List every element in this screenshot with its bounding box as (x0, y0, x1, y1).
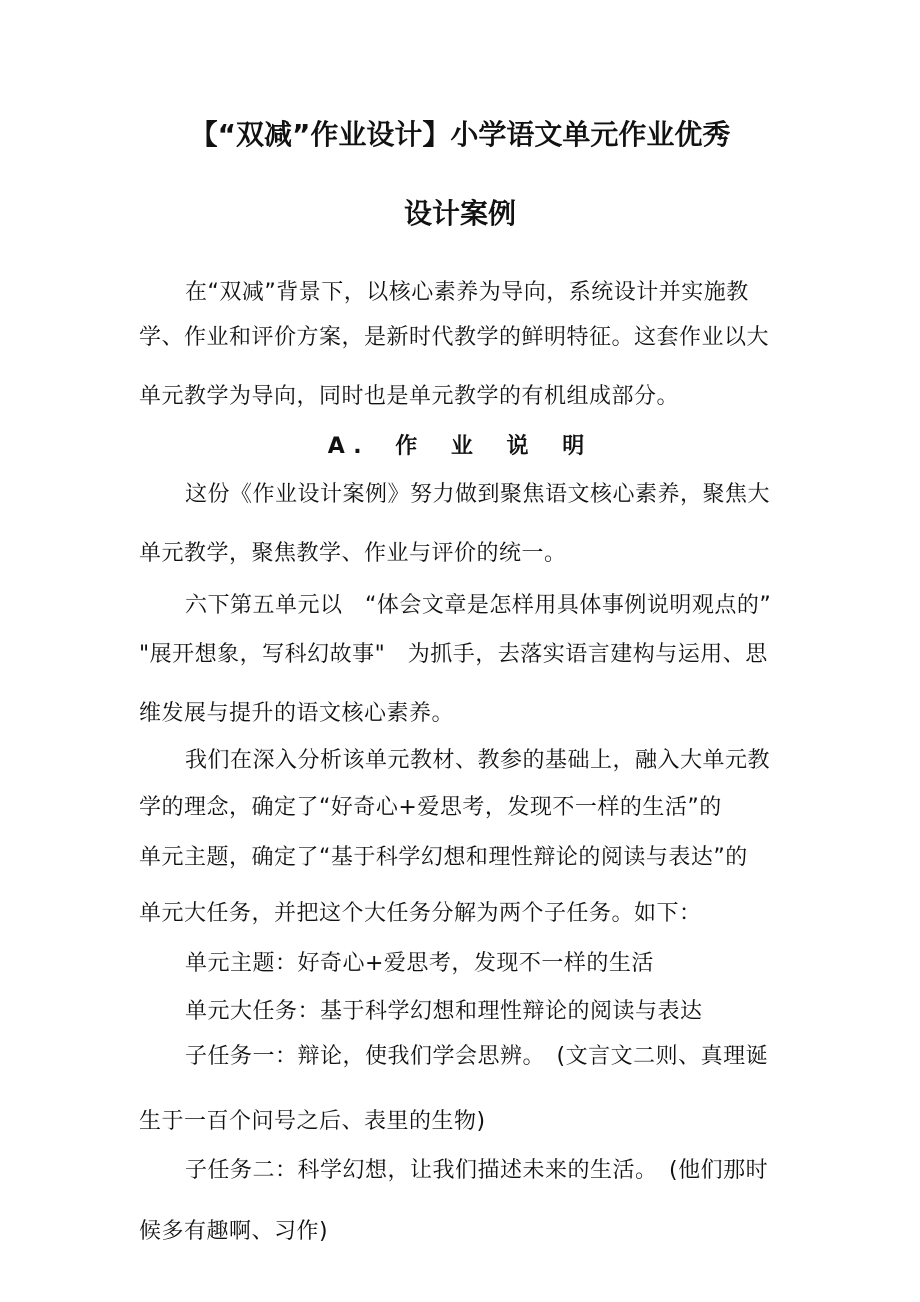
para2-line-3: 维发展与提升的语文核心素养。 (139, 701, 455, 726)
para3-line-3: 单元主题，确定了“基于科学幻想和理性辩论的阅读与表达”的 (139, 845, 748, 870)
section-a-heading: A. 作 业 说 明 (327, 434, 593, 459)
intro-line-3: 单元教学为导向，同时也是单元教学的有机组成部分。 (139, 384, 680, 409)
intro-line-2: 学、作业和评价方案，是新时代教学的鲜明特征。这套作业以大 (139, 325, 770, 350)
para3-line-2: 学的理念，确定了“好奇心+爱思考，发现不一样的生活”的 (139, 795, 722, 820)
subtask1-line-1: 子任务一：辩论，使我们学会思辨。 (文言文二则、真理诞 (185, 1044, 769, 1069)
document-title-line-2: 设计案例 (403, 197, 516, 230)
para2-line-1: 六下第五单元以 “体会文章是怎样用具体事例说明观点的” (185, 593, 772, 618)
para2-line-2: "展开想象，写科幻故事" 为抓手，去落实语言建构与运用、思 (139, 642, 768, 667)
para3-line-1: 我们在深入分析该单元教材、教参的基础上，融入大单元教 (185, 748, 771, 773)
para1-line-1: 这份《作业设计案例》努力做到聚焦语文核心素养，聚焦大 (185, 482, 771, 507)
document-title-line-1: 【“双减”作业设计】小学语文单元作业优秀 (189, 118, 731, 151)
subtask2-line-2: 候多有趣啊、习作) (139, 1219, 329, 1244)
unit-task: 单元大任务：基于科学幻想和理性辩论的阅读与表达 (185, 999, 703, 1024)
para3-line-4: 单元大任务，并把这个大任务分解为两个子任务。如下： (139, 901, 702, 926)
subtask1-line-2: 生于一百个问号之后、表里的生物) (139, 1109, 486, 1134)
para1-line-2: 单元教学，聚焦教学、作业与评价的统一。 (139, 541, 567, 566)
unit-theme: 单元主题：好奇心+爱思考，发现不一样的生活 (185, 951, 654, 976)
intro-line-1: 在“双减”背景下，以核心素养为导向，系统设计并实施教 (185, 280, 749, 305)
subtask2-line-1: 子任务二：科学幻想，让我们描述未来的生活。 (他们那时 (185, 1158, 769, 1183)
